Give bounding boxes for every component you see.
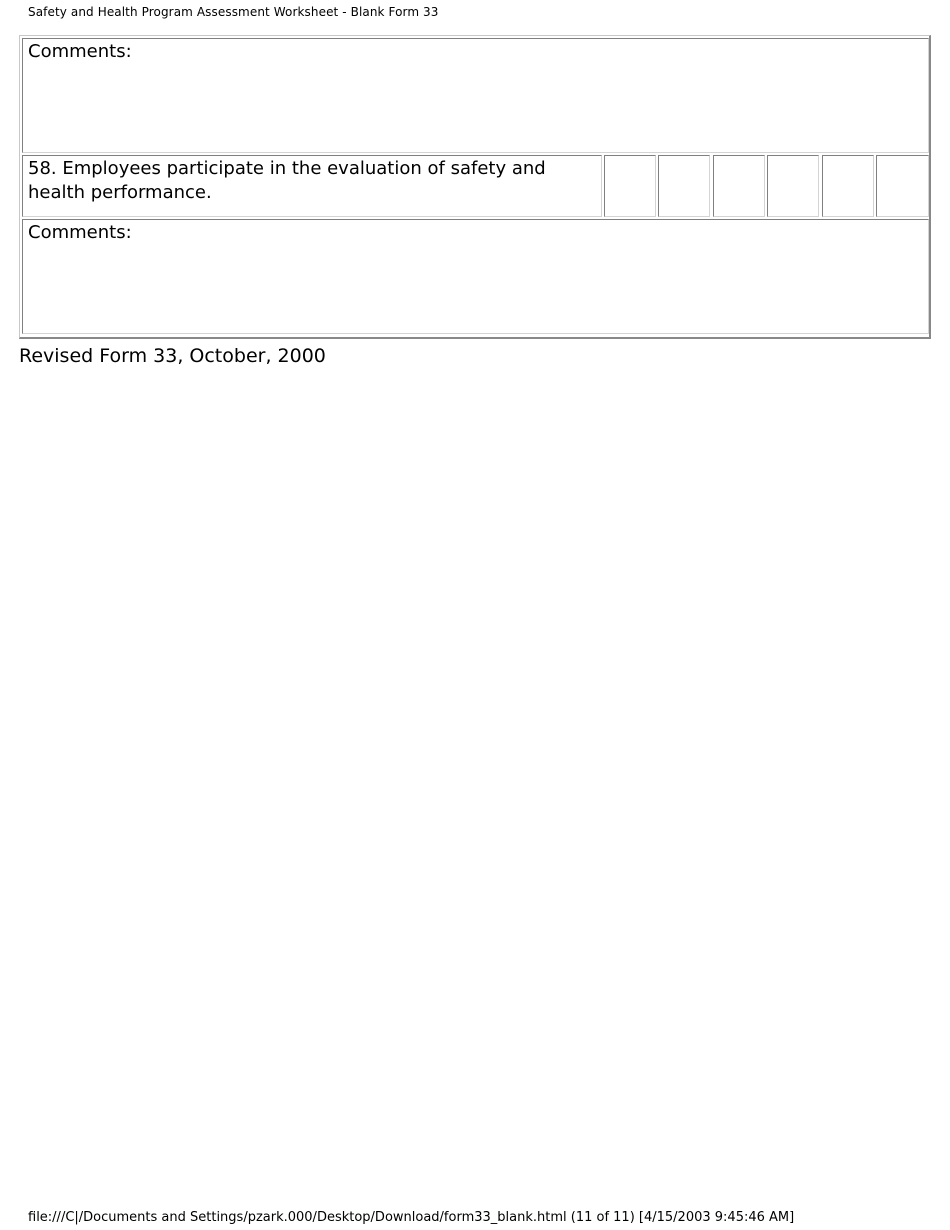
question-58-cell: [22, 155, 602, 217]
rating-cell[interactable]: [876, 155, 929, 217]
rating-cell[interactable]: [767, 155, 819, 217]
assessment-table: [19, 35, 931, 339]
rating-cell[interactable]: [658, 155, 710, 217]
print-header-title: Safety and Health Program Assessment Worksheet - Blank Form 33: [28, 5, 439, 19]
comments-cell[interactable]: [22, 219, 929, 334]
question-text: 58. Employees participate in the evaluation of safety and health performance.: [28, 158, 546, 203]
comments-label: Comments:: [28, 222, 132, 243]
rating-cell[interactable]: [713, 155, 765, 217]
rating-cell[interactable]: [822, 155, 874, 217]
rating-cell[interactable]: [604, 155, 656, 217]
comments-cell[interactable]: [22, 38, 929, 153]
print-footer-path: file:///C|/Documents and Settings/pzark.000/Desktop/Download/form33_blank.html (11 of 11) [4/15/2003 9:45:46 AM]: [28, 1210, 795, 1225]
comments-label: Comments:: [28, 41, 132, 62]
revision-note: Revised Form 33, October, 2000: [19, 345, 326, 367]
